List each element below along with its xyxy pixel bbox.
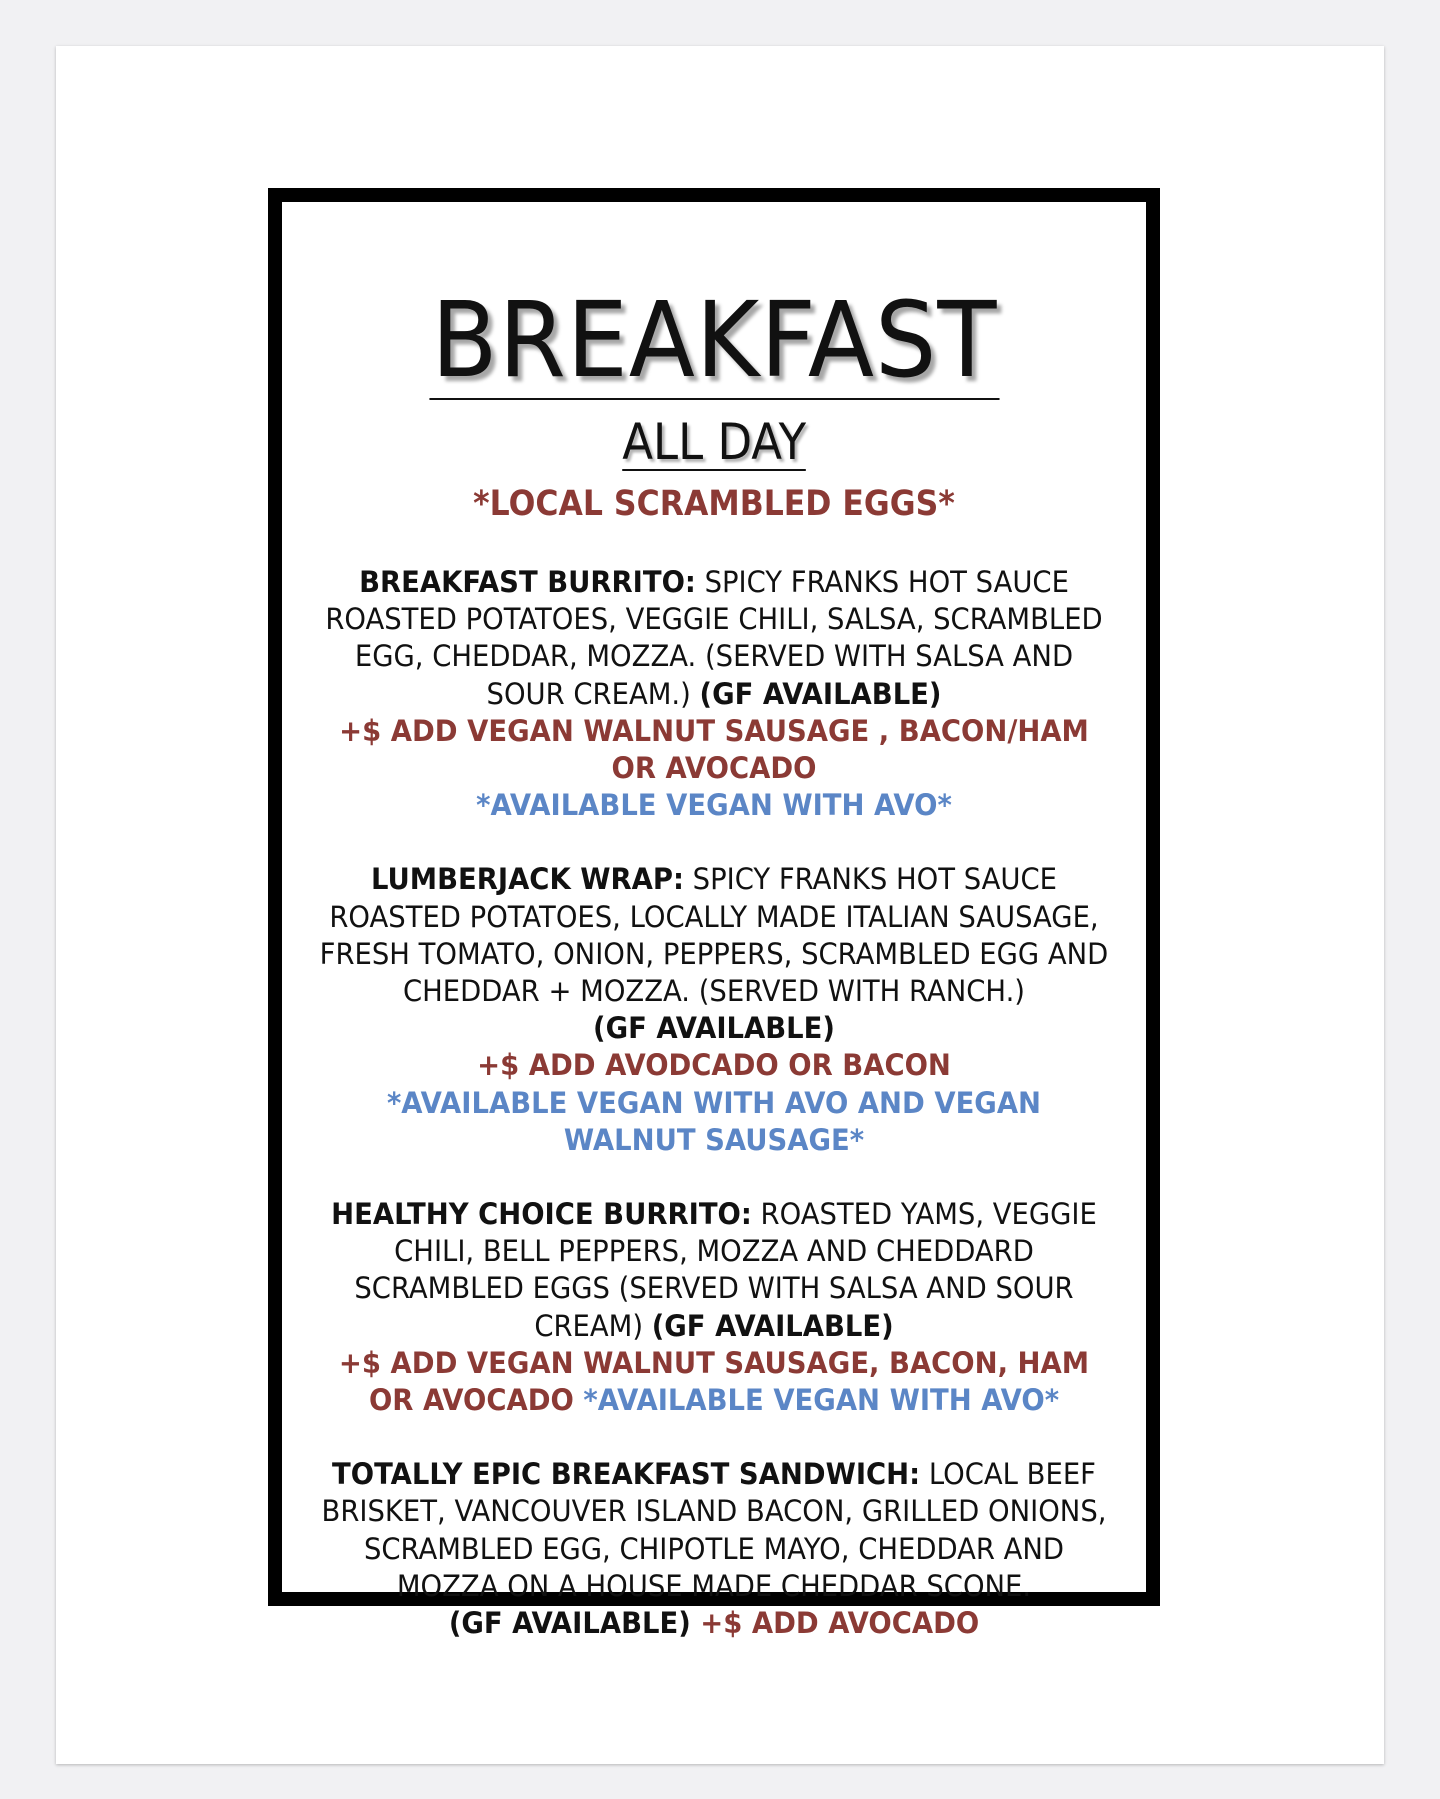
menu-item-healthy-choice-burrito: [320, 1196, 1109, 1419]
document-page: [56, 46, 1384, 1764]
item-name: HEALTHY CHOICE BURRITO:: [331, 1197, 752, 1232]
item-vegan: *AVAILABLE VEGAN WITH AVO*: [573, 1383, 1060, 1418]
menu-subtitle-text: ALL DAY: [622, 413, 806, 471]
item-name: LUMBERJACK WRAP:: [371, 862, 684, 897]
menu-subtitle: [282, 413, 1146, 471]
menu-title-text: BREAKFAST: [430, 279, 998, 401]
item-vegan: *AVAILABLE VEGAN WITH AVO AND VEGAN WALNUT SAUSAGE*: [386, 1085, 1042, 1157]
menu-item-lumberjack-wrap: [320, 861, 1109, 1159]
item-vegan: *AVAILABLE VEGAN WITH AVO*: [476, 788, 952, 823]
menu-item-breakfast-burrito: [320, 564, 1109, 824]
item-name: BREAKFAST BURRITO:: [359, 565, 696, 599]
eggs-note: *LOCAL SCRAMBLED EGGS*: [473, 484, 955, 524]
item-addon: +$ ADD AVODCADO OR BACON: [477, 1048, 951, 1083]
item-gf: (GF AVAILABLE): [593, 1011, 835, 1046]
item-addon: +$ ADD AVOCADO: [690, 1606, 980, 1641]
item-name: TOTALLY EPIC BREAKFAST SANDWICH:: [332, 1457, 921, 1492]
item-description: SPICY FRANKS HOT SAUCE ROASTED POTATOES, LOCALLY MADE ITALIAN SAUSAGE, FRESH TOMATO, ONION, PEPPERS, SCRAMBLED EGG AND CHEDDAR + MOZZA. (SERVED WITH RANCH.): [319, 862, 1109, 1009]
item-gf: (GF AVAILABLE): [651, 1308, 894, 1343]
item-addon: +$ ADD VEGAN WALNUT SAUSAGE, BACON, HAM OR AVOCADO: [338, 1345, 1090, 1418]
menu-item-totally-epic-breakfast-sandwich: [320, 1456, 1109, 1642]
item-description: LOCAL BEEF BRISKET, VANCOUVER ISLAND BACON, GRILLED ONIONS, SCRAMBLED EGG, CHIPOTLE MAYO, CHEDDAR AND MOZZA ON A HOUSE MADE CHEDDAR SCONE.: [321, 1457, 1107, 1603]
item-addon: +$ ADD VEGAN WALNUT SAUSAGE , BACON/HAM OR AVOCADO: [339, 713, 1089, 786]
menu-title: [282, 279, 1146, 401]
item-description: ROASTED YAMS, VEGGIE CHILI, BELL PEPPERS, MOZZA AND CHEDDARD SCRAMBLED EGGS (SERVED WITH SALSA AND SOUR CREAM): [354, 1197, 1097, 1343]
item-gf: (GF AVAILABLE): [699, 676, 942, 711]
menu-items: [290, 564, 1138, 1679]
item-description: SPICY FRANKS HOT SAUCE ROASTED POTATOES, VEGGIE CHILI, SALSA, SCRAMBLED EGG, CHEDDAR, MOZZA. (SERVED WITH SALSA AND SOUR CREAM.): [325, 565, 1103, 711]
menu-frame: [268, 188, 1160, 1641]
item-gf: (GF AVAILABLE): [448, 1606, 691, 1641]
